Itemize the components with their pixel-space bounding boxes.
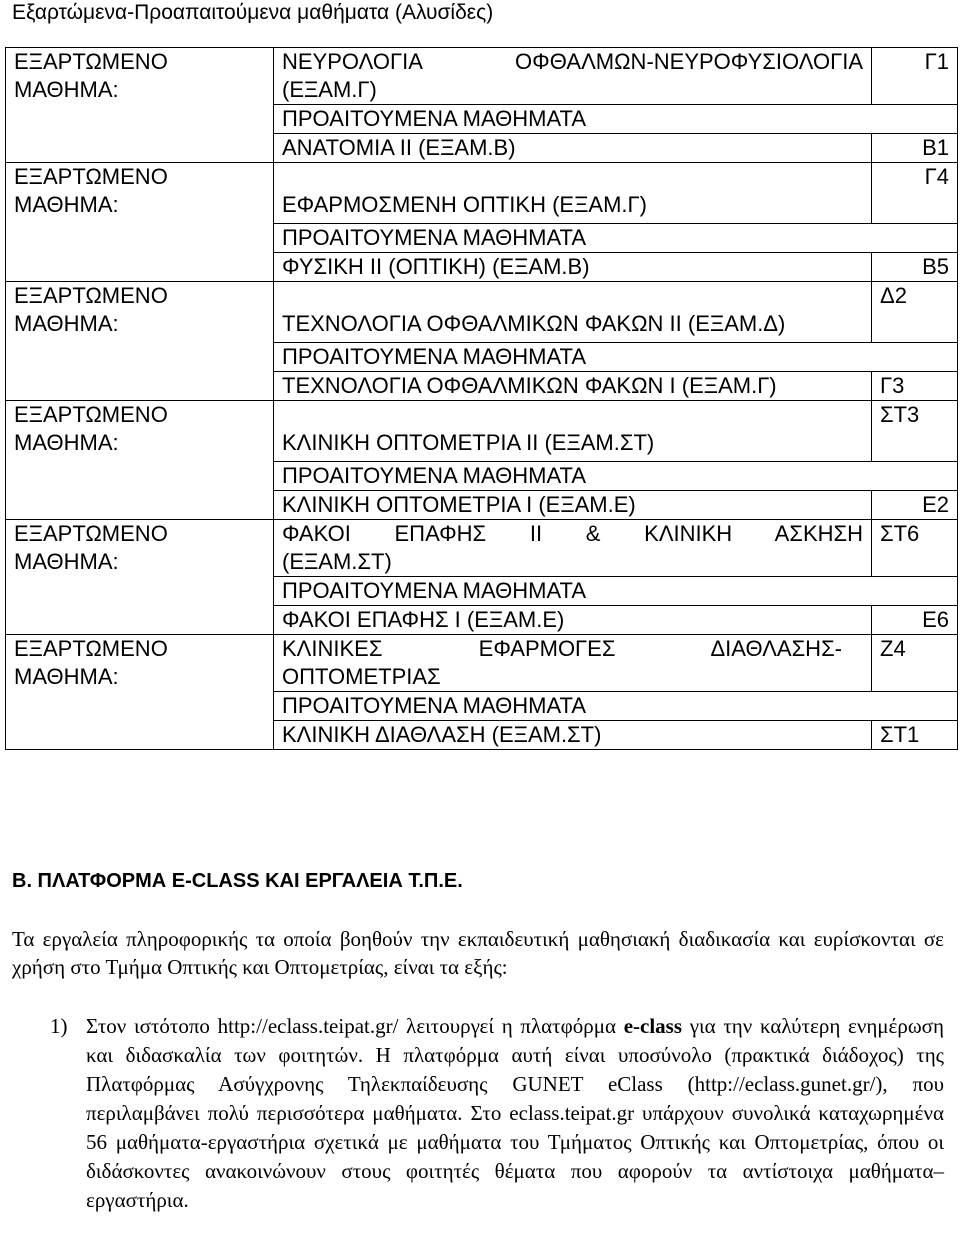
dependent-course: ΝΕΥΡΟΛΟΓΙΑ ΟΦΘΑΛΜΩΝ-ΝΕΥΡΟΦΥΣΙΟΛΟΓΙΑ (ΕΞΑΜ.Γ) [274, 48, 872, 105]
prerequisite-code: Ε2 [872, 491, 958, 520]
dependent-label: ΕΞΑΡΤΩΜΕΝΟ ΜΑΘΗΜΑ: [6, 520, 274, 635]
prerequisite-code: ΣΤ1 [872, 721, 958, 750]
dependent-course: ΦΑΚΟΙ ΕΠΑΦΗΣ ΙΙ & ΚΛΙΝΙΚΗ ΑΣΚΗΣΗ (ΕΞΑΜ.ΣΤ) [274, 520, 872, 577]
prerequisite-chains-table [5, 47, 958, 750]
dependent-row [6, 48, 958, 105]
prerequisite-code: Ε6 [872, 606, 958, 635]
dependent-label: ΕΞΑΡΤΩΜΕΝΟ ΜΑΘΗΜΑ: [6, 401, 274, 520]
dependent-code: Ζ4 [872, 635, 958, 692]
prerequisite-code: Β5 [872, 253, 958, 282]
prerequisites-header: ΠΡΟΑΙΤΟΥΜΕΝΑ ΜΑΘΗΜΑΤΑ [274, 692, 958, 721]
dependent-course: ΤΕΧΝΟΛΟΓΙΑ ΟΦΘΑΛΜΙΚΩΝ ΦΑΚΩΝ ΙΙ (ΕΞΑΜ.Δ) [274, 282, 872, 343]
prerequisites-header: ΠΡΟΑΙΤΟΥΜΕΝΑ ΜΑΘΗΜΑΤΑ [274, 224, 958, 253]
list-item [50, 1012, 944, 1215]
eclass-bold-term: e-class [623, 1014, 683, 1038]
prerequisite-course: ΦΥΣΙΚΗ ΙΙ (ΟΠΤΙΚΗ) (ΕΞΑΜ.Β) [274, 253, 872, 282]
dependent-course: ΚΛΙΝΙΚΗ ΟΠΤΟΜΕΤΡΙΑ ΙΙ (ΕΞΑΜ.ΣΤ) [274, 401, 872, 462]
dependent-code: ΣΤ3 [872, 401, 958, 462]
section-heading: Β. ΠΛΑΤΦΟΡΜΑ E-CLASS ΚΑΙ ΕΡΓΑΛΕΙΑ Τ.Π.Ε. [12, 870, 463, 892]
dependent-course: ΚΛΙΝΙΚΕΣ ΕΦΑΡΜΟΓΕΣ ΔΙΑΘΛΑΣΗΣ-ΟΠΤΟΜΕΤΡΙΑΣ [274, 635, 872, 692]
prerequisite-code: Γ3 [872, 372, 958, 401]
dependent-code: ΣΤ6 [872, 520, 958, 577]
list-item-body: Στον ιστότοπο http://eclass.teipat.gr/ λειτουργεί η πλατφόρμα e-class για την καλύτερη ενημέρωση και διδασκαλία των φοιτητών. Η πλατφόρμα αυτή είναι υποσύνολο (πρακτικά διάδοχος) της Πλατφόρμας Ασύγχρονης Τηλεκπαίδευσης GUNET eClass (http://eclass.gunet.gr/), που περιλαμβάνει πολύ περισσότερα μαθήματα. Στο eclass.teipat.gr υπάρχουν συνολικά καταχωρημένα 56 μαθήματα-εργαστήρια σχετικά με μαθήματα του Τμήματος Οπτικής και Οπτομετρίας, όπου οι διδάσκοντες ανακοινώνουν στους φοιτητές θέματα που αφορούν τα αντίστοιχα μαθήματα–εργαστήρια. [86, 1014, 944, 1212]
prerequisite-course: ΚΛΙΝΙΚΗ ΔΙΑΘΛΑΣΗ (ΕΞΑΜ.ΣΤ) [274, 721, 872, 750]
dependent-label: ΕΞΑΡΤΩΜΕΝΟ ΜΑΘΗΜΑ: [6, 282, 274, 401]
page-title: Εξαρτώμενα-Προαπαιτούμενα μαθήματα (Αλυσίδες) [12, 1, 494, 24]
prerequisite-course: ΚΛΙΝΙΚΗ ΟΠΤΟΜΕΤΡΙΑ Ι (ΕΞΑΜ.Ε) [274, 491, 872, 520]
dependent-label: ΕΞΑΡΤΩΜΕΝΟ ΜΑΘΗΜΑ: [6, 48, 274, 163]
dependent-label: ΕΞΑΡΤΩΜΕΝΟ ΜΑΘΗΜΑ: [6, 163, 274, 282]
prerequisite-course: ΦΑΚΟΙ ΕΠΑΦΗΣ Ι (ΕΞΑΜ.Ε) [274, 606, 872, 635]
prerequisites-header: ΠΡΟΑΙΤΟΥΜΕΝΑ ΜΑΘΗΜΑΤΑ [274, 105, 958, 134]
dependent-course: ΕΦΑΡΜΟΣΜΕΝΗ ΟΠΤΙΚΗ (ΕΞΑΜ.Γ) [274, 163, 872, 224]
prerequisite-code: Β1 [872, 134, 958, 163]
intro-paragraph: Τα εργαλεία πληροφορικής τα οποία βοηθούν την εκπαιδευτική μαθησιακή διαδικασία και ευρίσκονται σε χρήση στο Τμήμα Οπτικής και Οπτομετρίας, είναι τα εξής: [12, 927, 944, 979]
prerequisites-header: ΠΡΟΑΙΤΟΥΜΕΝΑ ΜΑΘΗΜΑΤΑ [274, 577, 958, 606]
dependent-code: Γ1 [872, 48, 958, 105]
prerequisites-header: ΠΡΟΑΙΤΟΥΜΕΝΑ ΜΑΘΗΜΑΤΑ [274, 343, 958, 372]
prerequisites-header: ΠΡΟΑΙΤΟΥΜΕΝΑ ΜΑΘΗΜΑΤΑ [274, 462, 958, 491]
dependent-code: Γ4 [872, 163, 958, 224]
prerequisite-course: ΑΝΑΤΟΜΙΑ ΙΙ (ΕΞΑΜ.Β) [274, 134, 872, 163]
prerequisite-course: ΤΕΧΝΟΛΟΓΙΑ ΟΦΘΑΛΜΙΚΩΝ ΦΑΚΩΝ Ι (ΕΞΑΜ.Γ) [274, 372, 872, 401]
list-item-number: 1) [50, 1014, 68, 1038]
dependent-code: Δ2 [872, 282, 958, 343]
dependent-label: ΕΞΑΡΤΩΜΕΝΟ ΜΑΘΗΜΑ: [6, 635, 274, 750]
